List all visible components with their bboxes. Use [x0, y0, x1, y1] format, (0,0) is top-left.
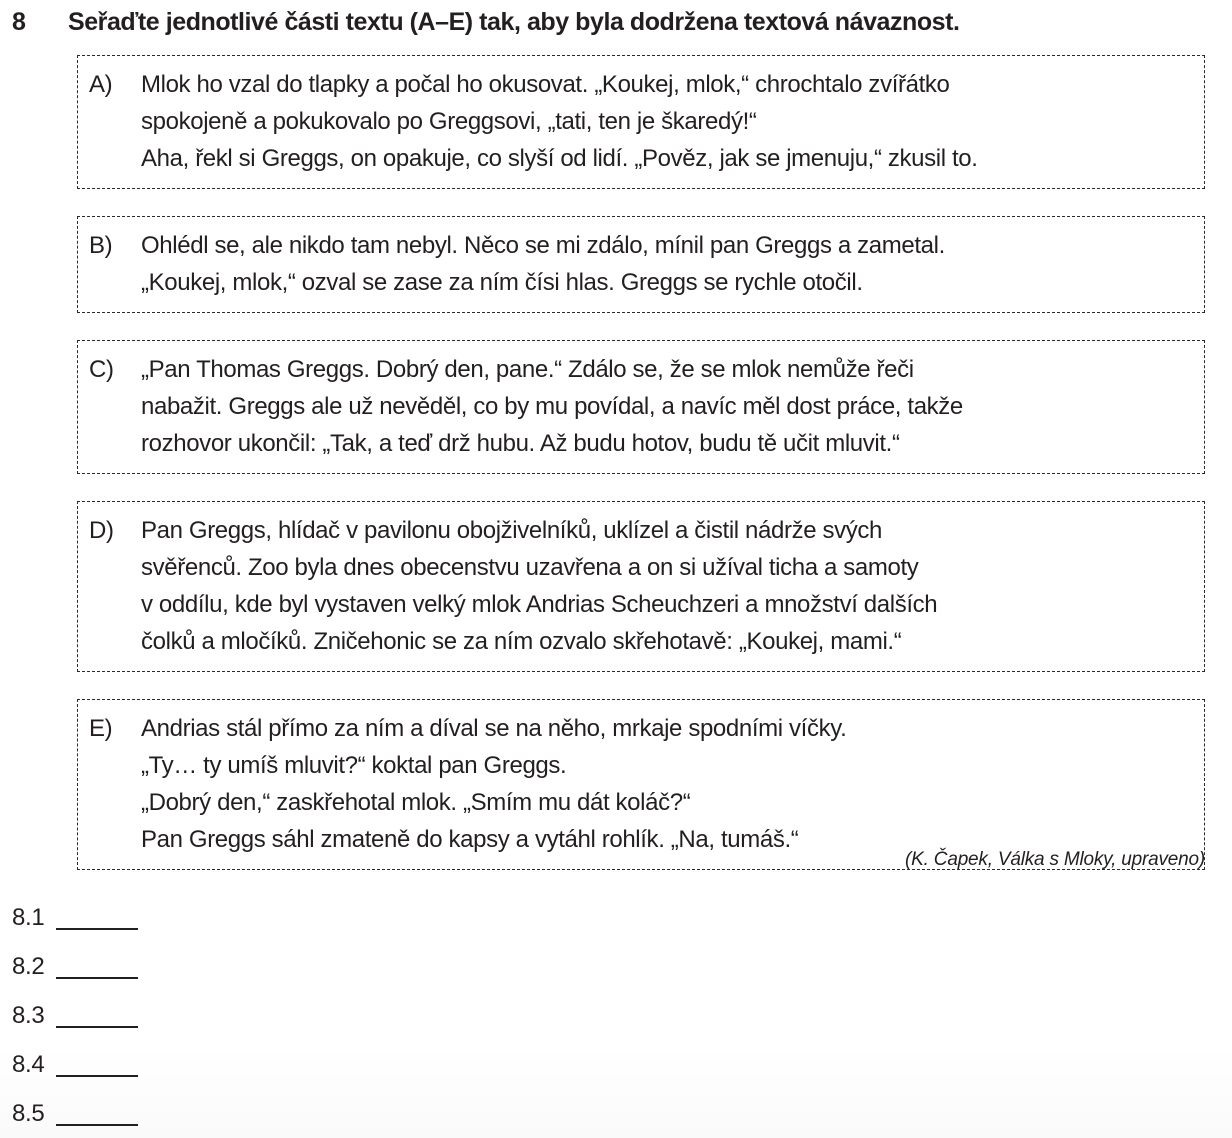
- passage-line: „Koukej, mlok,“ ozval se zase za ním čísi hlas. Greggs se rychle otočil.: [141, 269, 863, 296]
- answer-blank-input[interactable]: [56, 947, 138, 979]
- passage-box-b: [77, 216, 1205, 313]
- answer-blank-input[interactable]: [56, 1094, 138, 1126]
- passage-line: svěřenců. Zoo byla dnes obecenstvu uzavřena a on si užíval ticha a samoty: [141, 554, 919, 581]
- passage-box-a: [77, 55, 1205, 189]
- answer-row: [0, 982, 400, 1031]
- passage-line: rozhovor ukončil: „Tak, a teď drž hubu. Až budu hotov, budu tě učit mluvit.“: [141, 430, 900, 457]
- passage-line: Aha, řekl si Greggs, on opakuje, co slyší od lidí. „Pověz, jak se jmenuju,“ zkusil to.: [141, 145, 978, 172]
- passage-line: Mlok ho vzal do tlapky a počal ho okusovat. „Koukej, mlok,“ chrochtalo zvířátko: [141, 71, 950, 98]
- passage-line: „Dobrý den,“ zaskřehotal mlok. „Smím mu dát koláč?“: [141, 789, 691, 816]
- passage-list: [77, 55, 1205, 897]
- passage-line: spokojeně a pokukovalo po Greggsovi, „tati, ten je škaredý!“: [141, 108, 757, 135]
- passage-line: nabažit. Greggs ale už nevěděl, co by mu povídal, a navíc měl dost práce, takže: [141, 393, 963, 420]
- source-attribution: (K. Čapek, Válka s Mloky, upraveno): [905, 849, 1205, 870]
- answer-label: 8.2: [12, 953, 45, 980]
- passage-line: „Ty… ty umíš mluvit?“ koktal pan Greggs.: [141, 752, 567, 779]
- passage-text: [141, 512, 1192, 660]
- task-header: [0, 6, 1232, 38]
- passage-line: Pan Greggs, hlídač v pavilonu obojživelníků, uklízel a čistil nádrže svých: [141, 517, 883, 544]
- passage-text: [141, 710, 1192, 858]
- passage-row: [89, 710, 1192, 858]
- passage-line: čolků a mločíků. Zničehonic se za ním ozvalo skřehotavě: „Koukej, mami.“: [141, 628, 902, 655]
- passage-row: [89, 66, 1192, 177]
- answer-row: [0, 933, 400, 982]
- passage-line: „Pan Thomas Greggs. Dobrý den, pane.“ Zdálo se, že se mlok nemůže řeči: [141, 356, 914, 383]
- passage-line: Pan Greggs sáhl zmateně do kapsy a vytáhl rohlík. „Na, tumáš.“: [141, 826, 799, 853]
- passage-box-d: [77, 501, 1205, 672]
- passage-row: [89, 351, 1192, 462]
- passage-line: v oddílu, kde byl vystaven velký mlok Andrias Scheuchzeri a množství dalších: [141, 591, 938, 618]
- task-number: 8: [12, 8, 26, 36]
- answer-label: 8.1: [12, 904, 45, 931]
- passage-row: [89, 512, 1192, 660]
- passage-row: [89, 227, 1192, 301]
- answer-blank-input[interactable]: [56, 1045, 138, 1077]
- page-title: Seřaďte jednotlivé části textu (A–E) tak, aby byla dodržena textová návaznost.: [68, 8, 960, 36]
- answer-blank-input[interactable]: [56, 996, 138, 1028]
- passage-box-c: [77, 340, 1205, 474]
- passage-letter: A): [89, 71, 113, 98]
- passage-line: Andrias stál přímo za ním a díval se na něho, mrkaje spodními víčky.: [141, 715, 847, 742]
- passage-letter: D): [89, 517, 114, 544]
- answer-label: 8.5: [12, 1100, 45, 1127]
- passage-box-e: [77, 699, 1205, 870]
- answer-label: 8.3: [12, 1002, 45, 1029]
- answer-row: [0, 884, 400, 933]
- answer-label: 8.4: [12, 1051, 45, 1078]
- answer-row: [0, 1031, 400, 1080]
- passage-letter: B): [89, 232, 113, 259]
- passage-text: [141, 66, 1192, 177]
- passage-letter: C): [89, 356, 114, 383]
- passage-line: Ohlédl se, ale nikdo tam nebyl. Něco se mi zdálo, mínil pan Greggs a zametal.: [141, 232, 945, 259]
- passage-text: [141, 351, 1192, 462]
- answer-row: [0, 1080, 400, 1129]
- passage-letter: E): [89, 715, 113, 742]
- answer-list: [0, 884, 400, 1129]
- answer-blank-input[interactable]: [56, 898, 138, 930]
- passage-text: [141, 227, 1192, 301]
